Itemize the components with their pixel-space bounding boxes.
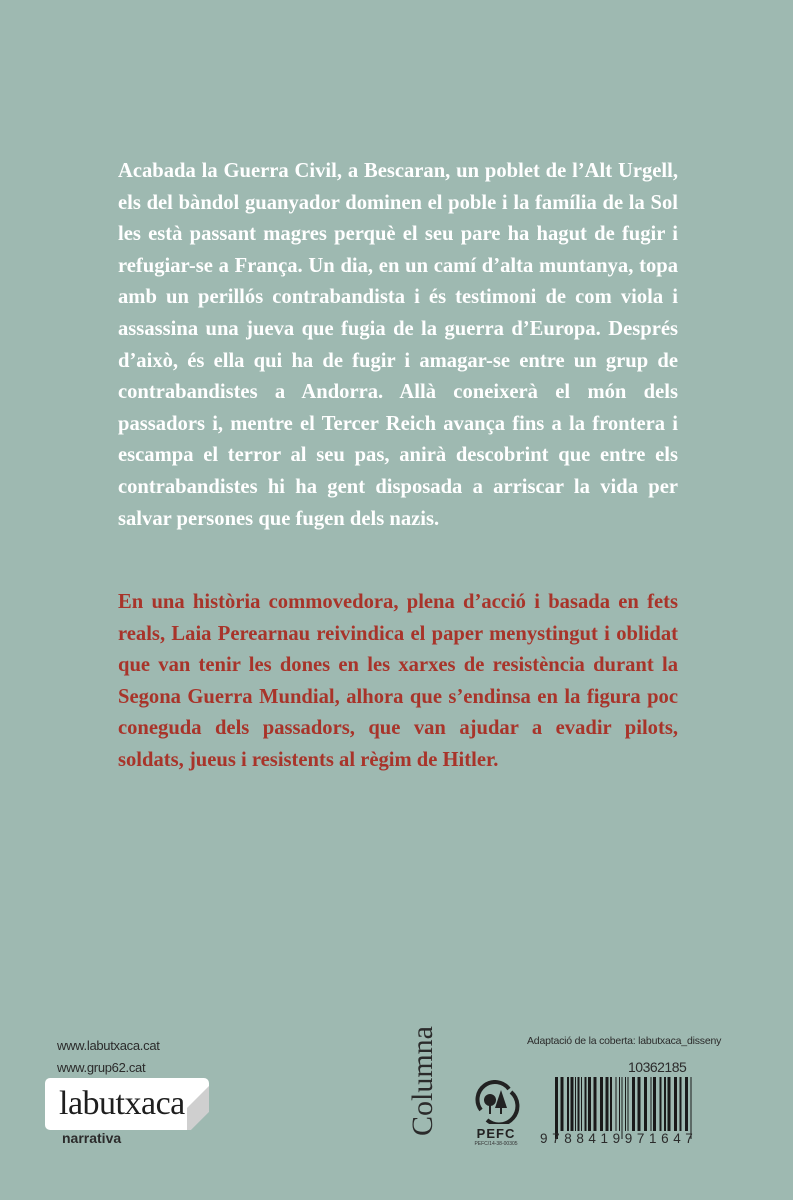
barcode-bar bbox=[616, 1077, 617, 1131]
barcode-bar bbox=[674, 1077, 677, 1131]
barcode-bar bbox=[651, 1077, 652, 1131]
labutxaca-logo bbox=[45, 1078, 209, 1130]
barcode-bar bbox=[685, 1077, 688, 1131]
pefc-code: PEFC/14-38-00305 bbox=[474, 1141, 518, 1147]
barcode-bar bbox=[594, 1077, 597, 1131]
imprint-logo bbox=[403, 1018, 443, 1143]
pefc-logo bbox=[465, 1080, 527, 1147]
barcode-bar bbox=[606, 1077, 609, 1131]
logo-text: labutxaca bbox=[59, 1085, 185, 1122]
barcode-bar bbox=[653, 1077, 656, 1131]
pefc-label: PEFC bbox=[476, 1126, 516, 1141]
imprint-name: Columna bbox=[406, 1025, 439, 1136]
barcode-bar bbox=[622, 1077, 623, 1139]
barcode-bar bbox=[644, 1077, 647, 1131]
synopsis-paragraph: Acabada la Guerra Civil, a Bescaran, un poblet de l’Alt Urgell, els del bàndol guanyador dominen el poble i la família de la Sol les està passant magres perquè el seu pare ha hagut de fugir i refugiar-se a França. Un dia, en un camí d’alta muntanya, topa amb un perillós contrabandista i és testimoni de com viola i assassina una jueva que fugia de la guerra d’Europa. Després d’això, és ella qui ha de fugir i amagar-se entre un grup de contrabandistes a Andorra. Allà coneixerà el món dels passadors i, mentre el Tercer Reich avança fins a la frontera i escampa el terror al seu pas, anirà descobrint que entre els contrabandistes hi ha gent disposada a arriscar la vida per salvar persones que fugen dels nazis. bbox=[118, 160, 678, 530]
barcode-bar bbox=[625, 1077, 626, 1131]
barcode-bar bbox=[610, 1077, 612, 1131]
logo-sticker bbox=[45, 1078, 187, 1130]
barcode-bar bbox=[581, 1077, 582, 1131]
product-code: 10362185 bbox=[628, 1059, 687, 1075]
barcode-bar bbox=[571, 1077, 574, 1131]
isbn-number: 9788419971647 bbox=[540, 1131, 698, 1146]
collection-label: narrativa bbox=[62, 1130, 122, 1146]
barcode-bar bbox=[578, 1077, 580, 1131]
barcode bbox=[555, 1077, 701, 1139]
barcode-bar bbox=[561, 1077, 564, 1131]
url-labutxaca[interactable]: www.labutxaca.cat bbox=[57, 1038, 160, 1053]
barcode-bar bbox=[600, 1077, 603, 1131]
barcode-bar bbox=[638, 1077, 641, 1131]
barcode-bar bbox=[664, 1077, 666, 1131]
barcode-bar bbox=[585, 1077, 587, 1131]
barcode-bar bbox=[575, 1077, 576, 1131]
barcode-bar bbox=[567, 1077, 569, 1131]
barcode-bar bbox=[691, 1077, 692, 1139]
cover-credit: Adaptació de la coberta: labutxaca_disseny bbox=[527, 1035, 722, 1047]
website-links bbox=[57, 1035, 160, 1079]
barcode-bar bbox=[588, 1077, 591, 1131]
barcode-bar bbox=[632, 1077, 635, 1131]
peel-corner-icon bbox=[187, 1078, 209, 1130]
barcode-bar bbox=[628, 1077, 629, 1131]
barcode-bar bbox=[660, 1077, 662, 1131]
pefc-trees-icon bbox=[465, 1080, 527, 1124]
barcode-bar bbox=[619, 1077, 620, 1131]
barcode-bar bbox=[668, 1077, 671, 1131]
barcode-bar bbox=[680, 1077, 682, 1131]
url-grup62[interactable]: www.grup62.cat bbox=[57, 1060, 146, 1075]
highlight-paragraph: En una història commovedora, plena d’acció i basada en fets reals, Laia Perearnau reivindica el paper menystingut i oblidat que van tenir les dones en les xarxes de resistència durant la Segona Guerra Mundial, alhora que s’endinsa en la figura poc coneguda dels passadors, que van ajudar a evadir pilots, soldats, jueus i resistents al règim de Hitler. bbox=[118, 591, 678, 771]
barcode-bar bbox=[555, 1077, 558, 1139]
